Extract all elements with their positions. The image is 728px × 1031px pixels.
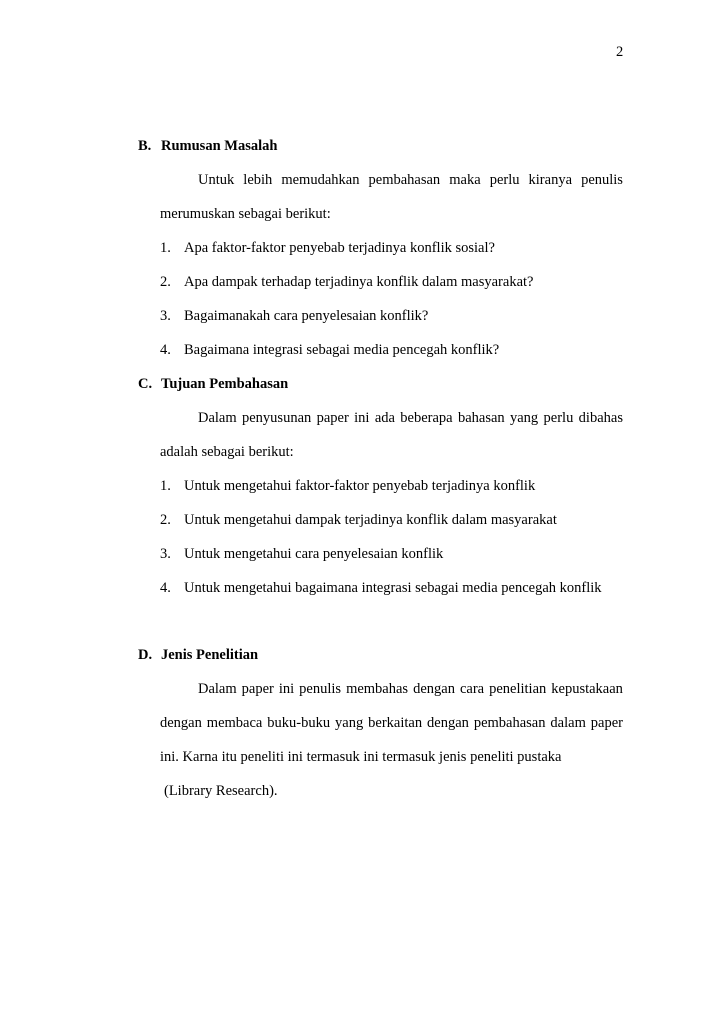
word: dengan [427, 715, 469, 731]
section-title: Tujuan Pembahasan [161, 376, 289, 392]
list-number: 3. [160, 308, 171, 324]
word: membahas [346, 681, 409, 697]
word: dibahas [578, 410, 623, 426]
section-letter: C. [138, 376, 153, 392]
word: yang [335, 715, 364, 731]
section-c-paragraph-line-1 [198, 410, 623, 427]
list-item [160, 546, 630, 566]
list-number: 4. [160, 580, 171, 596]
word: pembahasan [473, 715, 546, 731]
word: dengan [160, 715, 202, 731]
word: yang [510, 410, 539, 426]
list-text: Untuk mengetahui cara penyelesaian konflik [184, 546, 444, 562]
list-number: 4. [160, 342, 171, 358]
word: dalam [550, 715, 586, 731]
word: beberapa [400, 410, 453, 426]
word: cara [459, 681, 485, 697]
list-item [160, 580, 630, 600]
word: ini [278, 681, 295, 697]
list-number: 3. [160, 546, 171, 562]
word: memudahkan [281, 172, 360, 188]
word: lebih [243, 172, 273, 188]
list-number: 1. [160, 478, 171, 494]
list-text: Bagaimana integrasi sebagai media pencegah konflik? [184, 342, 500, 358]
word: maka [449, 172, 481, 188]
list-text: Untuk mengetahui dampak terjadinya konflik dalam masyarakat [184, 512, 557, 528]
section-d-paragraph-line-3: ini. Karna itu peneliti ini termasuk ini termasuk jenis peneliti pustaka [160, 749, 562, 765]
section-d-paragraph-line-1 [198, 681, 623, 698]
section-c-paragraph-line-2: adalah sebagai berikut: [160, 444, 294, 460]
word: kepustakaan [551, 681, 623, 697]
list-number: 1. [160, 240, 171, 256]
word: membaca [206, 715, 263, 731]
section-d-paragraph-line-4: (Library Research). [164, 783, 278, 799]
section-letter: B. [138, 138, 152, 154]
word: ini [354, 410, 370, 426]
list-item [160, 274, 630, 294]
word: paper [590, 715, 623, 731]
word: buku-buku [267, 715, 331, 731]
word: perlu [489, 172, 520, 188]
list-text: Apa faktor-faktor penyebab terjadinya konflik sosial? [184, 240, 495, 256]
word: dengan [413, 681, 455, 697]
list-text: Apa dampak terhadap terjadinya konflik dalam masyarakat? [184, 274, 534, 290]
word: penyusunan [242, 410, 312, 426]
list-item [160, 342, 630, 362]
word: pembahasan [368, 172, 441, 188]
word: Dalam [198, 410, 237, 426]
word: penulis [581, 172, 623, 188]
list-text: Untuk mengetahui bagaimana integrasi sebagai media pencegah konflik [184, 580, 602, 596]
list-text: Untuk mengetahui faktor-faktor penyebab terjadinya konflik [184, 478, 536, 494]
section-b-paragraph-line-1 [198, 172, 623, 189]
list-number: 2. [160, 274, 171, 290]
section-b-paragraph-line-2: merumuskan sebagai berikut: [160, 206, 331, 222]
word: berkaitan [368, 715, 423, 731]
list-item [160, 478, 630, 498]
list-text: Bagaimanakah cara penyelesaian konflik? [184, 308, 429, 324]
word: paper [316, 410, 349, 426]
section-d-paragraph-line-2 [160, 715, 623, 732]
word: bahasan [457, 410, 505, 426]
word: kiranya [528, 172, 573, 188]
section-b-heading [138, 138, 438, 158]
word: Untuk [198, 172, 235, 188]
section-title: Rumusan Masalah [161, 138, 278, 154]
word: perlu [543, 410, 574, 426]
section-d-heading [138, 647, 438, 667]
word: paper [241, 681, 274, 697]
section-title: Jenis Penelitian [161, 647, 259, 663]
section-c-heading [138, 376, 438, 396]
page-number: 2 [616, 44, 624, 60]
list-item [160, 512, 630, 532]
word: ada [374, 410, 395, 426]
list-item [160, 308, 630, 328]
word: penulis [299, 681, 342, 697]
section-letter: D. [138, 647, 153, 663]
list-item [160, 240, 630, 260]
word: penelitian [489, 681, 547, 697]
word: Dalam [198, 681, 237, 697]
list-number: 2. [160, 512, 171, 528]
